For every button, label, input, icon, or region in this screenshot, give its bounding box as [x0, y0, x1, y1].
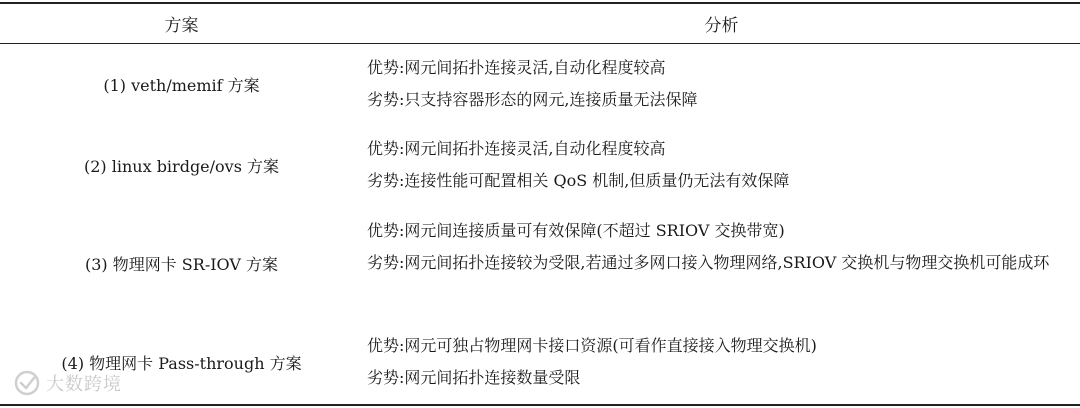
disadvantage-text: 劣势:只支持容器形态的网元,连接质量无法保障 — [367, 90, 698, 109]
analysis-cell — [367, 133, 1072, 197]
analysis-cell — [367, 52, 1072, 116]
watermark-logo-icon — [12, 368, 42, 398]
table-header-rule — [0, 43, 1080, 44]
scheme-cell: (2) linux birdge/ovs 方案 — [83, 156, 280, 176]
advantage-text: 优势:网元可独占物理网卡接口资源(可看作直接接入物理交换机) — [367, 336, 817, 355]
scheme-cell: (3) 物理网卡 SR-IOV 方案 — [84, 254, 279, 274]
advantage-text: 优势:网元间拓扑连接灵活,自动化程度较高 — [367, 139, 666, 158]
table-row — [0, 215, 1080, 311]
disadvantage-text: 劣势:网元间拓扑连接较为受限,若通过多网口接入物理网络,SRIOV 交换机与物理交换机可能成环 — [367, 253, 1050, 272]
analysis-cell — [367, 330, 1072, 394]
advantage-text: 优势:网元间拓扑连接灵活,自动化程度较高 — [367, 58, 666, 77]
watermark-text: 大数跨境 — [46, 374, 122, 395]
scheme-cell: (4) 物理网卡 Pass-through 方案 — [61, 353, 302, 373]
disadvantage-text: 劣势:连接性能可配置相关 QoS 机制,但质量仍无法有效保障 — [367, 171, 790, 190]
analysis-cell — [367, 215, 1072, 279]
table-row — [0, 52, 1080, 116]
header-analysis: 分析 — [704, 16, 739, 36]
advantage-text: 优势:网元间连接质量可有效保障(不超过 SRIOV 交换带宽) — [367, 221, 785, 240]
table-row — [0, 133, 1080, 197]
scheme-cell: (1) veth/memif 方案 — [103, 75, 260, 95]
header-scheme: 方案 — [164, 16, 199, 36]
disadvantage-text: 劣势:网元间拓扑连接数量受限 — [367, 368, 581, 387]
table-bottom-rule — [0, 404, 1080, 406]
table-row — [0, 330, 1080, 394]
watermark — [12, 368, 122, 398]
